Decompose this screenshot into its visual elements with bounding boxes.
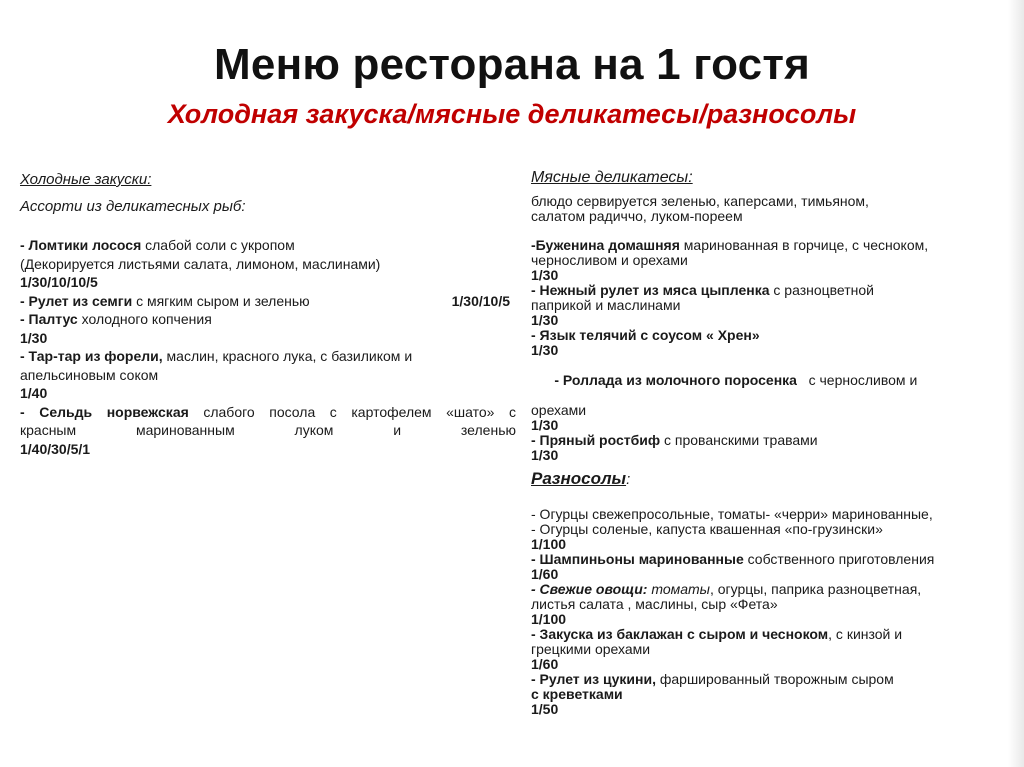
portion-weight: 1/30 xyxy=(531,266,559,283)
menu-line xyxy=(531,552,1006,567)
menu-line xyxy=(531,298,1006,313)
portion-weight: 1/30 xyxy=(531,311,559,328)
menu-line xyxy=(531,642,1006,657)
menu-line xyxy=(20,403,516,422)
cold-appetizers-column xyxy=(20,171,516,458)
portion-weight: 1/30 xyxy=(20,329,48,346)
dish-description: красным маринованным луком и зеленью xyxy=(20,422,516,438)
portion-weight: 1/30/10/5 xyxy=(451,292,510,309)
meat-pickles-column xyxy=(531,169,1006,717)
menu-line xyxy=(531,418,1006,433)
dish-description: черносливом и орехами xyxy=(531,251,688,268)
menu-line xyxy=(20,236,516,255)
menu-line xyxy=(531,283,1006,298)
menu-line xyxy=(531,358,1006,403)
dish-description: с мягким сыром и зеленью xyxy=(132,292,310,309)
dish-name: - Рулет из цукини, xyxy=(531,670,656,687)
dish-description: маринованная в горчице, с чесноком, xyxy=(679,236,929,253)
portion-weight: 1/30/10/10/5 xyxy=(20,274,98,290)
dish-description: - Огурцы свежепросольные, томаты- «черри» маринованные, xyxy=(531,505,933,522)
menu-line xyxy=(531,403,1006,418)
portion-weight: 1/40 xyxy=(20,385,48,401)
portion-weight: 1/60 xyxy=(531,655,559,672)
menu-line xyxy=(531,522,1006,537)
dish-name: - Пряный ростбиф xyxy=(531,431,661,448)
dish-description: с прованскими травами xyxy=(660,431,818,448)
portion-weight: 1/50 xyxy=(531,700,559,717)
dish-description: апельсиновым соком xyxy=(20,366,159,383)
menu-line xyxy=(20,292,510,311)
portion-weight: 1/30 xyxy=(531,341,559,358)
portion-weight: 1/40/30/5/1 xyxy=(20,440,91,457)
serving-note: блюдо сервируется зеленью, каперсами, тимьяном, xyxy=(531,192,869,209)
dish-name: - Роллада из молочного поросенка xyxy=(554,371,797,388)
menu-line xyxy=(20,347,516,366)
fish-assortment-heading: Ассорти из деликатесных рыб: xyxy=(20,197,246,215)
menu-line xyxy=(531,194,1006,209)
dish-name: - Сельдь норвежская xyxy=(20,403,189,420)
portion-weight: 1/60 xyxy=(531,565,559,582)
dish-name: - Тар-тар из форели, xyxy=(20,348,163,364)
menu-line xyxy=(20,421,516,440)
dish-name: - Рулет из семги xyxy=(20,292,133,309)
menu-line xyxy=(531,627,1006,642)
pickles-heading-line xyxy=(531,468,1006,488)
dish-description: паприкой и маслинами xyxy=(531,296,681,313)
serving-note: салатом радиччо, луком-пореем xyxy=(531,207,743,224)
portion-weight: 1/30 xyxy=(531,416,559,433)
menu-line xyxy=(531,313,1006,328)
portion-weight: 1/100 xyxy=(531,535,567,552)
menu-line xyxy=(531,328,1006,343)
dish-description: фаршированный творожным сыром xyxy=(655,670,894,687)
menu-line xyxy=(531,253,1006,268)
menu-line xyxy=(531,657,1006,672)
menu-line xyxy=(531,582,1006,597)
dish-description: листья салата , маслины, сыр «Фета» xyxy=(531,595,778,612)
dish-description: - Огурцы соленые, капуста квашенная «по-грузински» xyxy=(531,520,883,537)
menu-line xyxy=(531,507,1006,522)
menu-line xyxy=(531,672,1006,687)
menu-line xyxy=(531,597,1006,612)
dish-name: - Закуска из баклажан с сыром и чесноком xyxy=(531,625,829,642)
dish-description: (Декорируется листьями салата, лимоном, маслинами) xyxy=(20,255,381,272)
menu-line xyxy=(20,255,516,274)
dish-description: , с кинзой и xyxy=(828,625,903,642)
dish-name: с креветками xyxy=(531,685,623,702)
cold-appetizers-heading: Холодные закуски: xyxy=(20,171,152,188)
dish-name: - Шампиньоны маринованные xyxy=(531,550,744,567)
menu-line xyxy=(531,567,1006,582)
portion-weight: 1/100 xyxy=(531,610,567,627)
dish-name: - Язык телячий с соусом « Хрен» xyxy=(531,326,760,343)
menu-line xyxy=(531,537,1006,552)
menu-line xyxy=(20,329,516,348)
dish-description: слабого посола с картофелем «шато» с xyxy=(188,403,517,420)
menu-line xyxy=(531,612,1006,627)
meat-delicacies-heading: Мясные деликатесы: xyxy=(531,169,693,186)
dish-description: , огурцы, паприка разноцветная, xyxy=(709,580,922,597)
portion-weight: 1/30 xyxy=(531,446,559,463)
dish-description: с разноцветной xyxy=(769,281,875,298)
menu-line xyxy=(20,384,516,403)
page-subtitle: Холодная закуска/мясные деликатесы/разносолы xyxy=(167,99,857,129)
dish-description: с черносливом и xyxy=(796,371,918,388)
dish-name: -Буженина домашняя xyxy=(531,236,680,253)
menu-line xyxy=(531,209,1006,224)
page-title: Меню ресторана на 1 гостя xyxy=(214,40,810,89)
menu-line xyxy=(531,343,1006,358)
dish-description: грецкими орехами xyxy=(531,640,651,657)
dish-name: - Свежие овощи: xyxy=(531,580,648,597)
menu-line xyxy=(531,687,1006,702)
pickles-heading-colon: : xyxy=(626,470,631,488)
menu-line xyxy=(531,433,1006,448)
dish-highlight: томаты xyxy=(647,580,710,597)
menu-line xyxy=(531,448,1006,463)
menu-line xyxy=(20,310,516,329)
menu-line xyxy=(20,273,516,292)
menu-line xyxy=(531,268,1006,283)
pickles-heading: Разносолы xyxy=(531,468,627,488)
dish-description: собственного приготовления xyxy=(743,550,935,567)
dish-description: маслин, красного лука, с базиликом и xyxy=(162,348,413,364)
menu-line xyxy=(531,702,1006,717)
dish-name: - Палтус xyxy=(20,311,78,327)
dish-name: - Ломтики лосося xyxy=(20,237,142,253)
menu-line xyxy=(20,366,516,385)
dish-description: орехами xyxy=(531,401,587,418)
menu-line xyxy=(20,440,516,459)
dish-name: - Нежный рулет из мяса цыпленка xyxy=(531,281,770,298)
dish-description: холодного копчения xyxy=(77,311,212,327)
menu-line xyxy=(531,238,1006,253)
dish-description: слабой соли с укропом xyxy=(141,237,295,253)
